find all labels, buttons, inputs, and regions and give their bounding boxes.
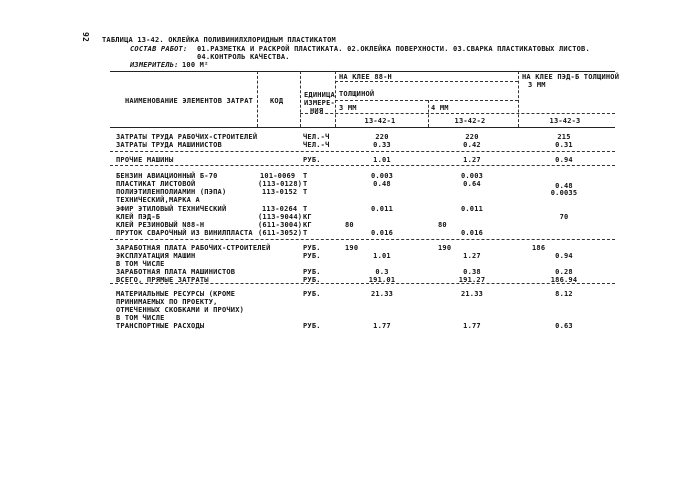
- table-title: ТАБЛИЦА 13-42. ОКЛЕЙКА ПОЛИВИНИЛХЛОРИДНЫМ ПЛАСТИКАТОМ: [102, 36, 336, 44]
- row-value-1: 220: [375, 133, 389, 141]
- header-4mm: 4 ММ: [431, 104, 449, 112]
- row-value-2: 1.77: [463, 322, 481, 330]
- composition-line-2: 04.КОНТРОЛЬ КАЧЕСТВА.: [197, 53, 290, 61]
- header-unit-3: НИЯ: [310, 107, 324, 115]
- row-code: (113-9044): [258, 213, 303, 221]
- row-value-1: 0.016: [370, 229, 394, 237]
- row-value-3: 0.94: [555, 252, 573, 260]
- row-code: (611-3004): [258, 221, 303, 229]
- meter-label: ИЗМЕРИТЕЛЬ:: [130, 61, 179, 69]
- row-code: 113-0152: [262, 188, 298, 196]
- table-top-rule: [110, 71, 615, 72]
- row-unit: ЧЕЛ.-Ч: [303, 141, 330, 149]
- row-unit: Т: [303, 188, 308, 196]
- section-rule-1: [110, 151, 615, 152]
- col-divider-unit: [300, 71, 301, 127]
- row-value-1: 191.01: [368, 276, 396, 284]
- row-name: ЗАТРАТЫ ТРУДА РАБОЧИХ-СТРОИТЕЛЕЙ: [116, 133, 258, 141]
- row-value-3: 186.94: [550, 276, 578, 284]
- row-value-1: 21.33: [370, 290, 394, 298]
- row-value-2: 191.27: [458, 276, 486, 284]
- row-value-1: 1.01: [373, 252, 391, 260]
- row-unit: Т: [303, 180, 308, 188]
- row-name: КЛЕЙ РЕЗИНОВЫЙ N88-Н: [116, 221, 205, 229]
- header-rule-mm: [335, 100, 518, 101]
- page-number: 92: [81, 31, 91, 43]
- row-value-2: 0.64: [463, 180, 481, 188]
- composition-label: СОСТАВ РАБОТ:: [130, 45, 188, 53]
- row-value-2: 190: [438, 244, 452, 252]
- row-unit: КГ: [303, 221, 312, 229]
- row-unit: РУБ.: [303, 156, 321, 164]
- section-rule-3: [110, 239, 615, 240]
- row-unit: РУБ.: [303, 322, 321, 330]
- row-value-3: 0.31: [555, 141, 573, 149]
- row-unit: РУБ.: [303, 244, 321, 252]
- row-value-2: 0.38: [463, 268, 481, 276]
- row-name: В ТОМ ЧИСЛЕ: [116, 260, 165, 268]
- header-glue-pzd: НА КЛЕЕ ПЭД-Б ТОЛЩИНОЙ: [522, 73, 620, 81]
- section-rule-2: [110, 165, 615, 166]
- row-name: ЗАРАБОТНАЯ ПЛАТА РАБОЧИХ-СТРОИТЕЛЕЙ: [116, 244, 271, 252]
- row-name: ОТМЕЧЕННЫХ СКОБКАМИ И ПРОЧИХ): [116, 306, 245, 314]
- row-value-2: 80: [438, 221, 447, 229]
- col-divider-glue88: [335, 71, 336, 127]
- header-col-2: 13-42-2: [454, 117, 486, 125]
- row-name: ТЕХНИЧЕСКИЙ,МАРКА А: [116, 196, 200, 204]
- row-name: ЗАРАБОТНАЯ ПЛАТА МАШИНИСТОВ: [116, 268, 236, 276]
- header-rule-cols: [300, 113, 615, 114]
- row-unit: Т: [303, 205, 308, 213]
- header-unit-1: ЕДИНИЦА: [304, 91, 335, 99]
- row-value-3: 0.0035: [550, 189, 578, 197]
- meter-value: 100 М²: [182, 61, 209, 69]
- row-unit: РУБ.: [303, 290, 321, 298]
- row-value-3: 0.94: [555, 156, 573, 164]
- row-value-3: 0.48: [555, 182, 573, 190]
- header-name: НАИМЕНОВАНИЕ ЭЛЕМЕНТОВ ЗАТРАТ: [125, 97, 254, 105]
- row-value-2: 220: [465, 133, 479, 141]
- row-name: ЗАТРАТЫ ТРУДА МАШИНИСТОВ: [116, 141, 222, 149]
- row-unit: Т: [303, 172, 308, 180]
- header-glue-88n: НА КЛЕЕ 88-Н: [339, 73, 392, 81]
- row-value-2: 1.27: [463, 156, 481, 164]
- row-name: ЭКСПЛУАТАЦИЯ МАШИН: [116, 252, 196, 260]
- row-code: 113-0264: [262, 205, 298, 213]
- row-name: ЭФИР ЭТИЛОВЫЙ ТЕХНИЧЕСКИЙ: [116, 205, 227, 213]
- row-unit: КГ: [303, 213, 312, 221]
- row-name: В ТОМ ЧИСЛЕ: [116, 314, 165, 322]
- header-col-1: 13-42-1: [364, 117, 396, 125]
- row-value-1: 1.01: [373, 156, 391, 164]
- row-name: ВСЕГО, ПРЯМЫЕ ЗАТРАТЫ: [116, 276, 209, 284]
- row-value-2: 0.011: [460, 205, 484, 213]
- row-value-1: 0.011: [370, 205, 394, 213]
- col-divider-pzd: [518, 71, 519, 127]
- header-rule-glue: [335, 81, 518, 82]
- row-name: БЕНЗИН АВИАЦИОННЫЙ Б-70: [116, 172, 218, 180]
- header-thickness: ТОЛЩИНОЙ: [339, 90, 375, 98]
- row-value-3: 0.28: [555, 268, 573, 276]
- row-value-3: 0.63: [555, 322, 573, 330]
- row-code: 101-0069: [260, 172, 296, 180]
- row-value-3: 215: [557, 133, 571, 141]
- row-name: ПРОЧИЕ МАШИНЫ: [116, 156, 174, 164]
- row-value-1: 0.003: [370, 172, 394, 180]
- row-value-1: 0.48: [373, 180, 391, 188]
- header-3mm: 3 ММ: [339, 104, 357, 112]
- row-name: ТРАНСПОРТНЫЕ РАСХОДЫ: [116, 322, 205, 330]
- header-unit-2: ИЗМЕРЕ-: [304, 99, 335, 107]
- row-value-2: 21.33: [460, 290, 484, 298]
- row-code: (611-3052): [258, 229, 303, 237]
- composition-line-1: 01.РАЗМЕТКА И РАСКРОЙ ПЛАСТИКАТА. 02.ОКЛЕЙКА ПОВЕРХНОСТИ. 03.СВАРКА ПЛАСТИКАТОВЫХ ЛИСТОВ.: [197, 45, 590, 53]
- row-value-2: 0.003: [460, 172, 484, 180]
- row-unit: РУБ.: [303, 276, 321, 284]
- row-value-1: 190: [345, 244, 359, 252]
- row-unit: РУБ.: [303, 252, 321, 260]
- row-unit: РУБ.: [303, 268, 321, 276]
- row-value-2: 1.27: [463, 252, 481, 260]
- row-value-3: 8.12: [555, 290, 573, 298]
- row-value-1: 0.33: [373, 141, 391, 149]
- row-name: ПРУТОК СВАРОЧНЫЙ ИЗ ВИНИЛПЛАСТА: [116, 229, 253, 237]
- row-value-1: 80: [345, 221, 354, 229]
- row-name: МАТЕРИАЛЬНЫЕ РЕСУРСЫ (КРОМЕ: [116, 290, 236, 298]
- row-name: ПЛАСТИКАТ ЛИСТОВОЙ: [116, 180, 196, 188]
- row-unit: ЧЕЛ.-Ч: [303, 133, 330, 141]
- row-name: ПОЛИЭТИЛЕНПОЛИАМИН (ПЭПА): [116, 188, 227, 196]
- row-name: КЛЕЙ ПЭД-Б: [116, 213, 161, 221]
- header-col-3: 13-42-3: [549, 117, 581, 125]
- row-value-3: 186: [532, 244, 546, 252]
- row-code: (113-0128): [258, 180, 303, 188]
- row-value-3: 70: [559, 213, 569, 221]
- header-bottom-rule: [110, 127, 615, 128]
- row-unit: Т: [303, 229, 308, 237]
- col-divider-code: [257, 71, 258, 127]
- header-glue-pzd-mm: 3 ММ: [528, 81, 546, 89]
- col-divider-mm: [428, 100, 429, 127]
- row-value-1: 1.77: [373, 322, 391, 330]
- row-value-1: 0.3: [375, 268, 389, 276]
- header-code: КОД: [270, 97, 284, 105]
- row-name: ПРИНИМАЕМЫХ ПО ПРОЕКТУ,: [116, 298, 218, 306]
- row-value-2: 0.016: [460, 229, 484, 237]
- row-value-2: 0.42: [463, 141, 481, 149]
